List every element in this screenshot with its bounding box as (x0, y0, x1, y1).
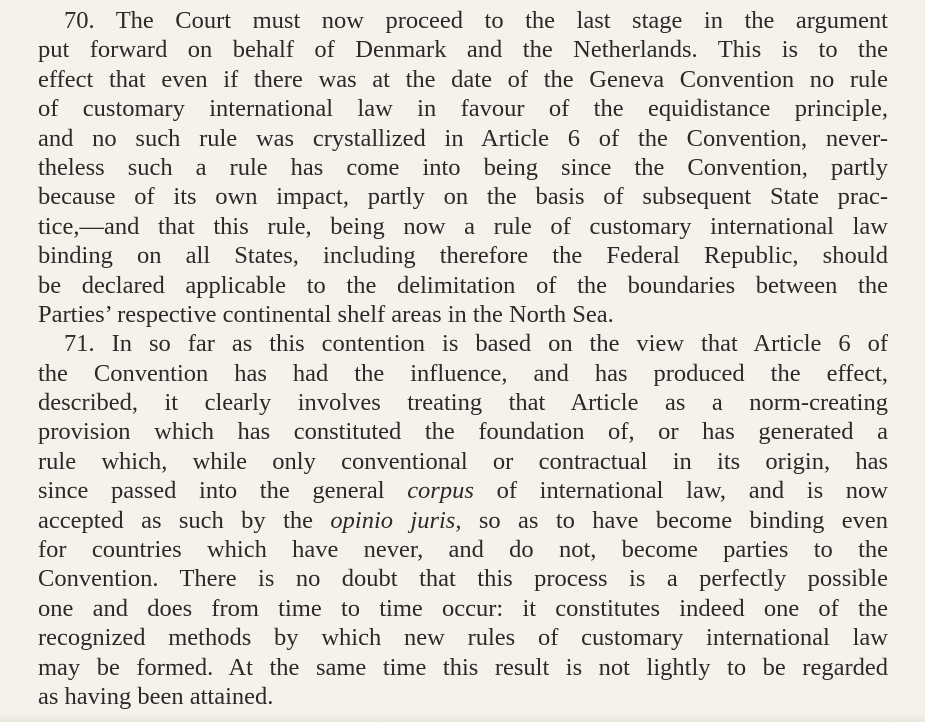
text-line: put forward on behalf of Denmark and the Netherlands. This is to the (38, 36, 888, 64)
text-line: described, it clearly involves treating that Article as a norm-creating (38, 389, 888, 417)
text-line: Parties’ respective continental shelf areas in the North Sea. (38, 300, 614, 328)
text-line: recognized methods by which new rules of customary international law (38, 624, 888, 652)
text-line-with-italic (38, 506, 888, 535)
page-bottom-edge (0, 714, 925, 722)
text-line: effect that even if there was at the date of the Geneva Convention no rule (38, 65, 888, 93)
paragraph-70 (38, 6, 888, 329)
text-line: 70. The Court must now proceed to the last stage in the argument (64, 7, 888, 34)
paragraph-71 (38, 329, 888, 711)
text-run: accepted as such by the (38, 506, 331, 534)
text-line: as having been attained. (38, 682, 274, 710)
text-line: rule which, while only conventional or contractual in its origin, has (38, 447, 888, 475)
text-line: may be formed. At the same time this result is not lightly to be regarded (38, 653, 888, 681)
text-line: one and does from time to time occur: it constitutes indeed one of the (38, 594, 888, 622)
text-run: of international law, and is now (473, 477, 888, 505)
text-line-with-italic (38, 476, 888, 505)
text-line: Convention. There is no doubt that this process is a perfectly possible (38, 565, 888, 593)
text-line: tice,—and that this rule, being now a rule of customary international law (38, 212, 888, 240)
italic-term-corpus: corpus (407, 477, 474, 505)
text-line: for countries which have never, and do not, become parties to the (38, 536, 888, 564)
text-line: 71. In so far as this contention is based on the view that Article 6 of (64, 330, 888, 358)
text-line: and no such rule was crystallized in Article 6 of the Convention, never- (38, 124, 888, 152)
text-line: be declared applicable to the delimitation of the boundaries between the (38, 271, 888, 299)
text-line: because of its own impact, partly on the basis of subsequent State prac- (38, 183, 888, 211)
text-line: of customary international law in favour of the equidistance principle, (38, 95, 888, 123)
italic-term-opinio-juris: opinio juris, (330, 506, 462, 534)
text-run: so as to have become binding even (461, 506, 889, 534)
text-line: binding on all States, including therefore the Federal Republic, should (38, 242, 888, 270)
text-line: theless such a rule has come into being since the Convention, partly (38, 153, 888, 181)
document-text (38, 6, 888, 711)
text-line: the Convention has had the influence, and has produced the effect, (38, 359, 888, 387)
text-line: provision which has constituted the foundation of, or has generated a (38, 418, 888, 446)
text-run: since passed into the general (38, 477, 408, 505)
